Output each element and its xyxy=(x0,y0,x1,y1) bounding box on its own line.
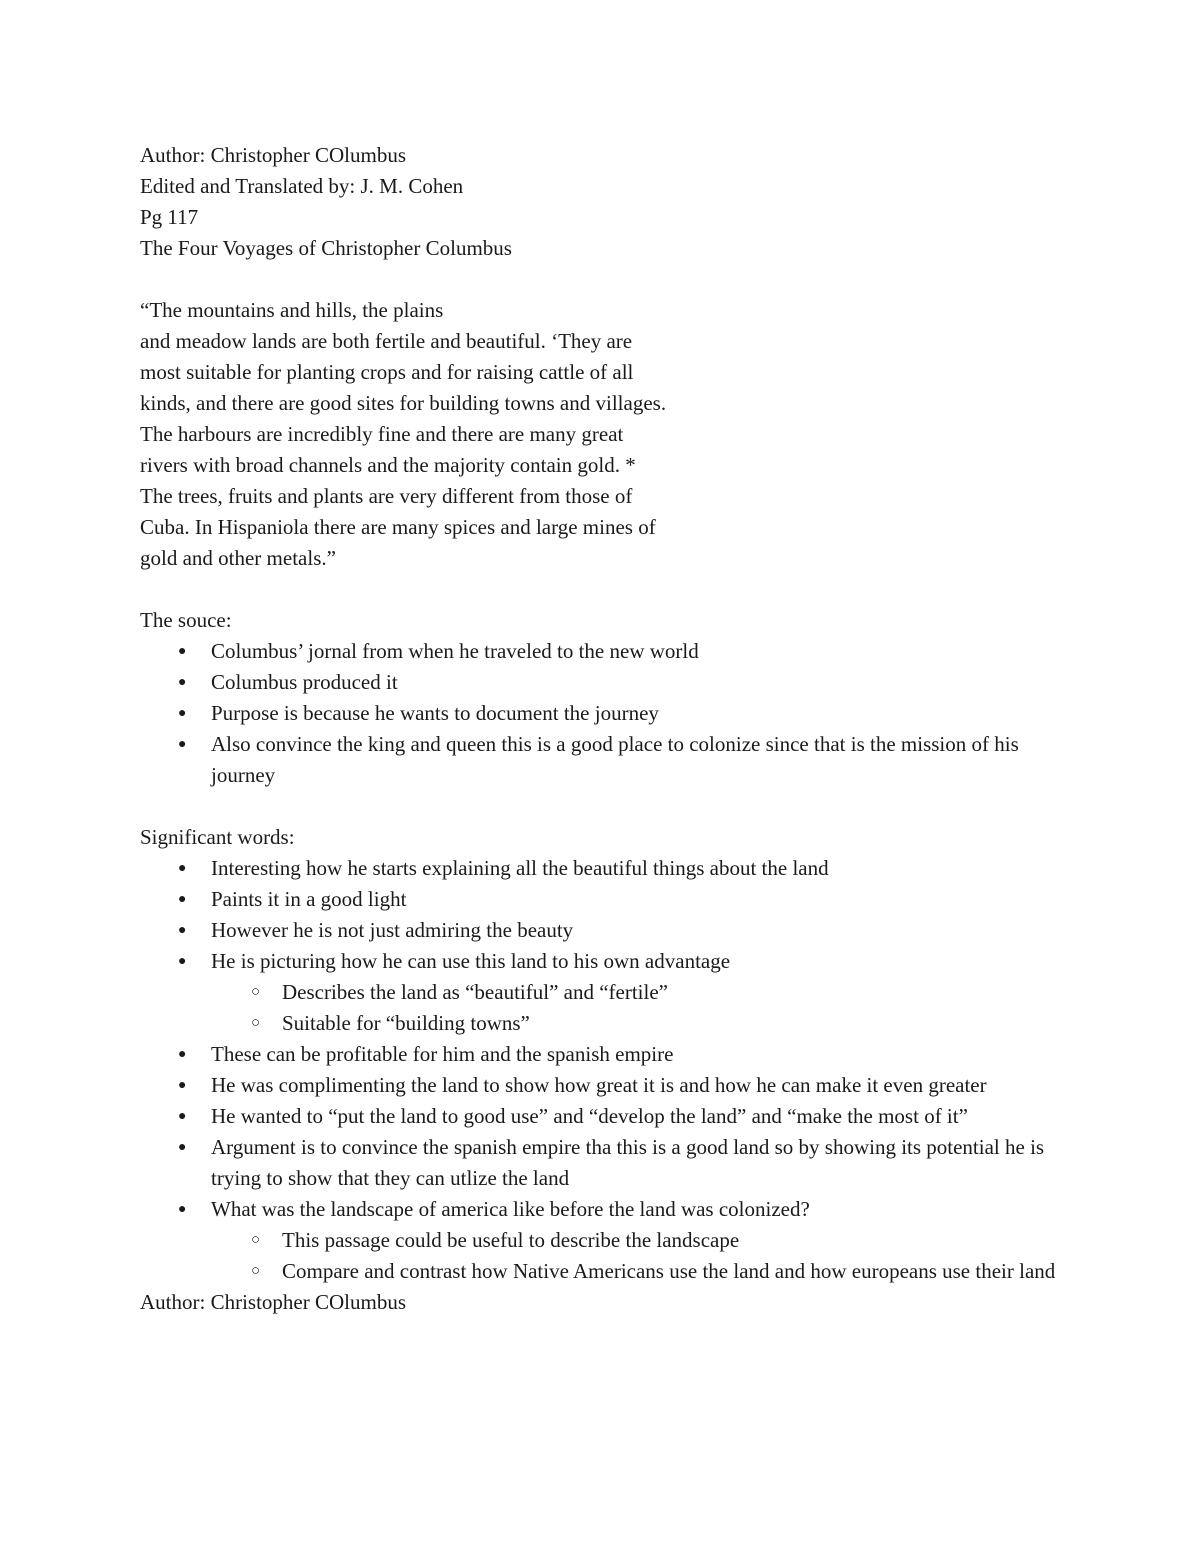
bullet-hollow-icon: ○ xyxy=(251,1263,261,1279)
sub-list-item-text: This passage could be useful to describe the landscape xyxy=(282,1228,740,1252)
bullet-filled-icon: ● xyxy=(178,1140,187,1155)
quote-block xyxy=(140,295,1080,574)
sub-list-item xyxy=(140,977,1080,1008)
bullet-filled-icon: ● xyxy=(178,861,187,876)
author-line: Author: Christopher COlumbus xyxy=(140,143,406,167)
list-item-text: Also convince the king and queen this is a good place to colonize since that is the mission of his journey xyxy=(211,732,1019,787)
citation-block xyxy=(140,140,1080,264)
list-item-text: He was complimenting the land to show how great it is and how he can make it even greater xyxy=(211,1073,987,1097)
bullet-filled-icon: ● xyxy=(178,1078,187,1093)
source-section xyxy=(140,605,1080,791)
bullet-hollow-icon: ○ xyxy=(251,1015,261,1031)
quote-line: gold and other metals.” xyxy=(140,546,336,570)
list-item-text: Paints it in a good light xyxy=(211,887,407,911)
page-number-line: Pg 117 xyxy=(140,205,199,229)
significant-words-heading: Significant words: xyxy=(140,825,295,849)
bullet-filled-icon: ● xyxy=(178,737,187,752)
bullet-filled-icon: ● xyxy=(178,675,187,690)
quote-line: and meadow lands are both fertile and beautiful. ‘They are xyxy=(140,329,633,353)
list-item xyxy=(140,1194,1080,1225)
quote-line: The trees, fruits and plants are very different from those of xyxy=(140,484,633,508)
sub-list-item-text: Suitable for “building towns” xyxy=(282,1011,530,1035)
quote-line: rivers with broad channels and the majority contain gold. * xyxy=(140,453,636,477)
list-item xyxy=(140,1101,1080,1132)
quote-line: Cuba. In Hispaniola there are many spices and large mines of xyxy=(140,515,656,539)
list-item-text: Columbus produced it xyxy=(211,670,398,694)
quote-line: The harbours are incredibly fine and there are many great xyxy=(140,422,624,446)
bullet-filled-icon: ● xyxy=(178,706,187,721)
list-item-text: He wanted to “put the land to good use” and “develop the land” and “make the most of it” xyxy=(211,1104,968,1128)
sub-list-item xyxy=(140,1008,1080,1039)
list-item xyxy=(140,915,1080,946)
list-item xyxy=(140,667,1080,698)
sub-list-item xyxy=(140,1225,1080,1256)
quote-line: kinds, and there are good sites for building towns and villages. xyxy=(140,391,667,415)
list-item xyxy=(140,636,1080,667)
bullet-hollow-icon: ○ xyxy=(251,984,261,1000)
source-heading: The souce: xyxy=(140,608,232,632)
document-page xyxy=(140,140,1080,1318)
bullet-filled-icon: ● xyxy=(178,644,187,659)
bullet-filled-icon: ● xyxy=(178,923,187,938)
list-item xyxy=(140,698,1080,729)
blank-line xyxy=(140,791,1080,822)
significant-words-section xyxy=(140,822,1080,1287)
list-item xyxy=(140,1070,1080,1101)
list-item-text: He is picturing how he can use this land to his own advantage xyxy=(211,949,731,973)
footer-author-line: Author: Christopher COlumbus xyxy=(140,1290,406,1314)
significant-words-list xyxy=(140,853,1080,1287)
list-item xyxy=(140,1132,1080,1194)
editor-line: Edited and Translated by: J. M. Cohen xyxy=(140,174,464,198)
list-item-text: Argument is to convince the spanish empire tha this is a good land so by showing its potential he is trying to show that they can utlize the land xyxy=(211,1135,1045,1190)
blank-line xyxy=(140,574,1080,605)
sub-list-item-text: Describes the land as “beautiful” and “fertile” xyxy=(282,980,668,1004)
bullet-filled-icon: ● xyxy=(178,1109,187,1124)
list-item xyxy=(140,1039,1080,1070)
list-item xyxy=(140,946,1080,977)
list-item xyxy=(140,884,1080,915)
list-item xyxy=(140,853,1080,884)
bullet-hollow-icon: ○ xyxy=(251,1232,261,1248)
bullet-filled-icon: ● xyxy=(178,892,187,907)
list-item-text: Interesting how he starts explaining all the beautiful things about the land xyxy=(211,856,829,880)
sub-list-item xyxy=(140,1256,1080,1287)
blank-line xyxy=(140,264,1080,295)
source-list xyxy=(140,636,1080,791)
quote-line: most suitable for planting crops and for raising cattle of all xyxy=(140,360,634,384)
bullet-filled-icon: ● xyxy=(178,1047,187,1062)
book-title-line: The Four Voyages of Christopher Columbus xyxy=(140,236,512,260)
list-item xyxy=(140,729,1080,791)
list-item-text: What was the landscape of america like before the land was colonized? xyxy=(211,1197,810,1221)
list-item-text: Columbus’ jornal from when he traveled to the new world xyxy=(211,639,699,663)
quote-line: “The mountains and hills, the plains xyxy=(140,298,444,322)
list-item-text: These can be profitable for him and the spanish empire xyxy=(211,1042,674,1066)
list-item-text: Purpose is because he wants to document the journey xyxy=(211,701,659,725)
bullet-filled-icon: ● xyxy=(178,1202,187,1217)
list-item-text: However he is not just admiring the beauty xyxy=(211,918,574,942)
sub-list-item-text: Compare and contrast how Native Americans use the land and how europeans use their land xyxy=(282,1259,1056,1283)
bullet-filled-icon: ● xyxy=(178,954,187,969)
